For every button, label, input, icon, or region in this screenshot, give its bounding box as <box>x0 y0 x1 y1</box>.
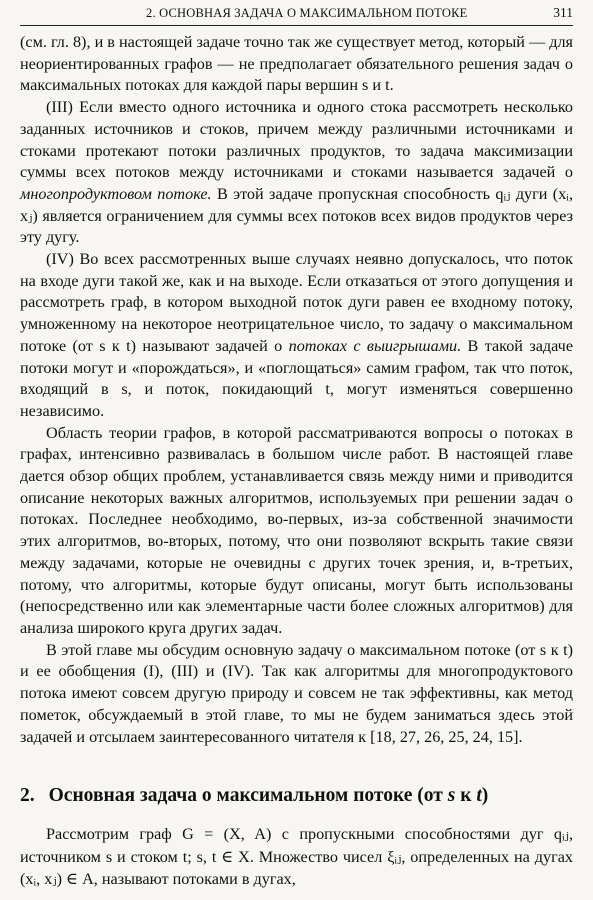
paragraph-text: (III) Если вместо одного источника и одного стока рассмотреть несколько заданных источников и стоков, причем между различными источниками и стоками протекают потоки различных продуктов, то задача максимизации суммы всех потоков между источниками и стоками называется задачей о <box>20 98 573 182</box>
section-body <box>20 823 573 891</box>
section-title: Основная задача о максимальном потоке (от <box>48 785 448 806</box>
page-number: 311 <box>553 5 573 20</box>
paragraph-multicommodity <box>20 97 573 249</box>
section-number: 2. <box>20 785 35 806</box>
paragraph-text: В такой задаче потоки могут и «порождаться», и «поглощаться» самим графом, так что поток, входящий в s, и поток, покидающий t, могут изменяться совершенно независимо. <box>20 336 573 420</box>
term-emphasis: многопродуктовом потоке. <box>20 184 212 203</box>
paragraph-text: (IV) Во всех рассмотренных выше случаях неявно допускалось, что поток на входе дуги такой же, как и на выходе. Если отказаться от этого допущения и рассмотреть граф, в котором выходной поток дуги равен ее входному потоку, умноженному на некоторое неотрицательное число, то задачу о максимальном потоке (от s к t) называют задачей о <box>20 250 573 355</box>
paragraph-gains <box>20 249 573 423</box>
running-header <box>20 3 573 26</box>
section-heading <box>20 785 580 807</box>
paragraph-overview: Область теории графов, в которой рассматриваются вопросы о потоках в графах, интенсивно развивалась в большом числе работ. В настоящей главе дается обзор общих проблем, устанавливается связь между ними и приводится описание некоторых важных алгоритмов, используемых при решении задач о потоках. Последнее необходимо, во-первых, из-за собственной значимости этих алгоритмов, во-вторых, потому, что они позволяют вскрыть такие связи между задачами, которые не очевидны с других точек зрения, и, в-третьих, потому, что алгоритмы, которые будут описаны, могут быть использованы (непосредственно или как элементарные части более сложных алгоритмов) для анализа широкого круга других задач. <box>20 423 573 637</box>
section-title-var-s: s <box>447 785 456 806</box>
paragraph-continued: (см. гл. 8), и в настоящей задаче точно так же существует метод, который — для неориентированных графов — не предполагает обязательного решения задач о максимальных потоках для каждой пары вершин s и t. <box>20 33 573 95</box>
section-title-to: к <box>455 785 477 806</box>
term-emphasis: потоках с выигрышами. <box>288 336 462 355</box>
paragraph-chapter-scope: В этой главе мы обсудим основную задачу о максимальном потоке (от s к t) и ее обобщения (I), (III) и (IV). Так как алгоритмы для многопродуктового потока имеют совсем другую природу и совсем не так эффективны, как метод пометок, обсуждаемый в этой главе, то мы не будем заниматься здесь этой задачей и отсылаем заинтересованного читателя к [18, 27, 26, 25, 24, 15]. <box>20 640 573 746</box>
paragraph-definition: Рассмотрим граф G = (X, A) с пропускными способностями дуг qᵢⱼ, источником s и стоком t; s, t ∈ X. Множество чисел ξᵢⱼ, определенных на дугах (xᵢ, xⱼ) ∈ A, называют потоками в дугах, <box>20 825 573 888</box>
running-title: 2. ОСНОВНАЯ ЗАДАЧА О МАКСИМАЛЬНОМ ПОТОКЕ <box>146 6 468 20</box>
paragraph-text: В этой задаче пропускная способность qᵢⱼ дуги (xᵢ, xⱼ) является ограничением для суммы всех потоков всех видов продуктов через эту дугу. <box>20 184 573 247</box>
section-title-var-t: t <box>476 785 482 806</box>
text-body <box>20 32 573 748</box>
section-title-close: ) <box>481 785 489 806</box>
